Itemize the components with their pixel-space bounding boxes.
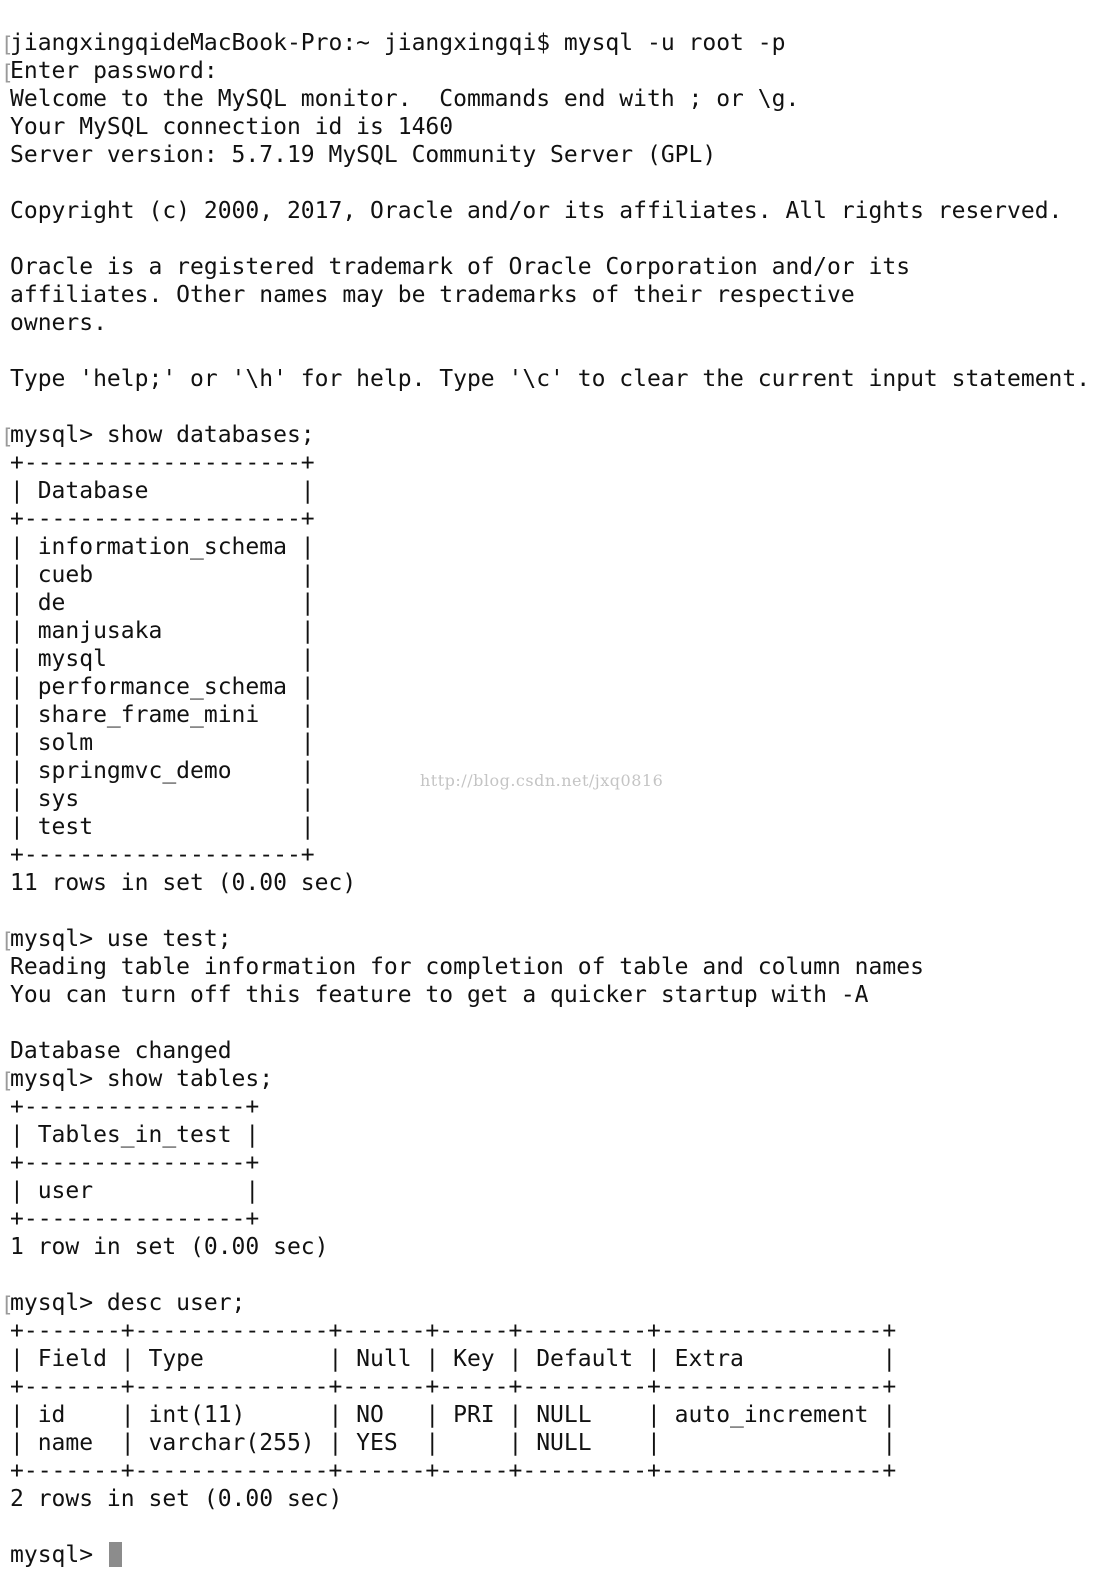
terminal-line-text: mysql> desc user; (10, 1290, 246, 1316)
line-mark-bracket: [ (1, 61, 14, 85)
terminal-line (10, 897, 1104, 925)
terminal-line-text: | solm | (10, 730, 315, 756)
terminal-line-text: mysql> show tables; (10, 1066, 274, 1092)
terminal-line-text: | sys | (10, 786, 315, 812)
terminal-line-text: | manjusaka | (10, 618, 315, 644)
terminal-line (10, 953, 1104, 981)
terminal-line-text: +-------+--------------+------+-----+---------+----------------+ (10, 1318, 897, 1344)
terminal-line-text: 11 rows in set (0.00 sec) (10, 870, 357, 896)
terminal-line (10, 869, 1104, 897)
mysql-prompt: mysql> (10, 1542, 107, 1568)
terminal-line-text: +----------------+ (10, 1094, 260, 1120)
terminal-line (10, 85, 1104, 113)
terminal-line (10, 1177, 1104, 1205)
terminal-line-text: You can turn off this feature to get a quicker startup with -A (10, 982, 869, 1008)
line-mark-bracket: [ (1, 33, 14, 57)
terminal-line (10, 225, 1104, 253)
terminal-line-text: | mysql | (10, 646, 315, 672)
terminal-line (1, 925, 1104, 953)
terminal-line (1, 421, 1104, 449)
terminal-line-text: Enter password: (10, 58, 218, 84)
terminal-line-text: | performance_schema | (10, 674, 315, 700)
terminal-line-text: 2 rows in set (0.00 sec) (10, 1486, 343, 1512)
terminal-line-text: | information_schema | (10, 534, 315, 560)
terminal-line-text: Your MySQL connection id is 1460 (10, 114, 454, 140)
terminal-line-text: | Database | (10, 478, 315, 504)
terminal-line (10, 393, 1104, 421)
terminal-line (10, 113, 1104, 141)
terminal-line-text: +-------+--------------+------+-----+---------+----------------+ (10, 1458, 897, 1484)
terminal-line-text: | share_frame_mini | (10, 702, 315, 728)
terminal-line (10, 1317, 1104, 1345)
terminal-line (10, 813, 1104, 841)
terminal-line (10, 533, 1104, 561)
terminal-line-text: jiangxingqideMacBook-Pro:~ jiangxingqi$ mysql -u root -p (10, 30, 786, 56)
line-mark-bracket: [ (1, 425, 14, 449)
terminal-line-text: | name | varchar(255) | YES | | NULL | | (10, 1430, 897, 1456)
terminal-line (10, 673, 1104, 701)
terminal-line (10, 281, 1104, 309)
terminal-line (10, 1121, 1104, 1149)
terminal-line (10, 1205, 1104, 1233)
watermark-text: http://blog.csdn.net/jxq0816 (420, 771, 664, 790)
terminal-line (10, 365, 1104, 393)
terminal-line (10, 1149, 1104, 1177)
prompt-line[interactable] (10, 1541, 1104, 1569)
terminal-line-text: affiliates. Other names may be trademarks of their respective (10, 282, 855, 308)
terminal-line-text: Copyright (c) 2000, 2017, Oracle and/or its affiliates. All rights reserved. (10, 198, 1063, 224)
line-mark-bracket: [ (1, 1069, 14, 1093)
terminal-line-text: | springmvc_demo | (10, 758, 315, 784)
terminal-line (10, 729, 1104, 757)
terminal-line (10, 505, 1104, 533)
terminal-line (10, 617, 1104, 645)
terminal-line-text: | test | (10, 814, 315, 840)
terminal-line (1, 1065, 1104, 1093)
line-mark-bracket: [ (1, 1293, 14, 1317)
terminal-line-text: Server version: 5.7.19 MySQL Community Server (GPL) (10, 142, 717, 168)
terminal-line (10, 1429, 1104, 1457)
terminal-line (10, 701, 1104, 729)
terminal-line (10, 141, 1104, 169)
terminal-line-text: +--------------------+ (10, 842, 315, 868)
terminal-line (10, 841, 1104, 869)
terminal-line (10, 1233, 1104, 1261)
text-cursor[interactable] (109, 1542, 122, 1567)
terminal-line (10, 337, 1104, 365)
terminal-line-text: | de | (10, 590, 315, 616)
terminal-line (1, 1289, 1104, 1317)
terminal-line (10, 169, 1104, 197)
terminal-line (10, 589, 1104, 617)
terminal-line-text: Type 'help;' or '\h' for help. Type '\c' to clear the current input statement. (10, 366, 1091, 392)
terminal-line (10, 1037, 1104, 1065)
terminal-line-text: | user | (10, 1178, 260, 1204)
terminal-line-text: +--------------------+ (10, 450, 315, 476)
terminal-line-text: Oracle is a registered trademark of Oracle Corporation and/or its (10, 254, 911, 280)
terminal-line-text: | Tables_in_test | (10, 1122, 260, 1148)
terminal-line (10, 197, 1104, 225)
terminal-line (10, 1513, 1104, 1541)
terminal-line-text: +----------------+ (10, 1206, 260, 1232)
terminal-line (10, 309, 1104, 337)
terminal-line-text: | Field | Type | Null | Key | Default | Extra | (10, 1346, 897, 1372)
terminal-line (10, 645, 1104, 673)
terminal-line (1, 29, 1104, 57)
terminal-line (1, 57, 1104, 85)
terminal-line-text: | cueb | (10, 562, 315, 588)
terminal-line (10, 1373, 1104, 1401)
terminal-line (10, 1401, 1104, 1429)
terminal-line (10, 561, 1104, 589)
terminal-line-text: Database changed (10, 1038, 232, 1064)
terminal-line-text: mysql> use test; (10, 926, 232, 952)
terminal-line-text: | id | int(11) | NO | PRI | NULL | auto_increment | (10, 1402, 897, 1428)
terminal-line (10, 1093, 1104, 1121)
terminal-line-text: owners. (10, 310, 107, 336)
terminal-line (10, 1009, 1104, 1037)
terminal-line (10, 477, 1104, 505)
terminal-line (10, 1457, 1104, 1485)
terminal-line-text: Welcome to the MySQL monitor. Commands end with ; or \g. (10, 86, 800, 112)
terminal-line (10, 981, 1104, 1009)
terminal-line (10, 449, 1104, 477)
terminal-line-text: +----------------+ (10, 1150, 260, 1176)
terminal-line-text: 1 row in set (0.00 sec) (10, 1234, 329, 1260)
terminal-line-text: +--------------------+ (10, 506, 315, 532)
terminal-line (10, 1261, 1104, 1289)
terminal-line (10, 1345, 1104, 1373)
line-mark-bracket: [ (1, 929, 14, 953)
terminal-line (10, 253, 1104, 281)
terminal-line-text: mysql> show databases; (10, 422, 315, 448)
terminal-line-text: Reading table information for completion of table and column names (10, 954, 924, 980)
terminal-line (10, 1485, 1104, 1513)
terminal-line-text: +-------+--------------+------+-----+---------+----------------+ (10, 1374, 897, 1400)
